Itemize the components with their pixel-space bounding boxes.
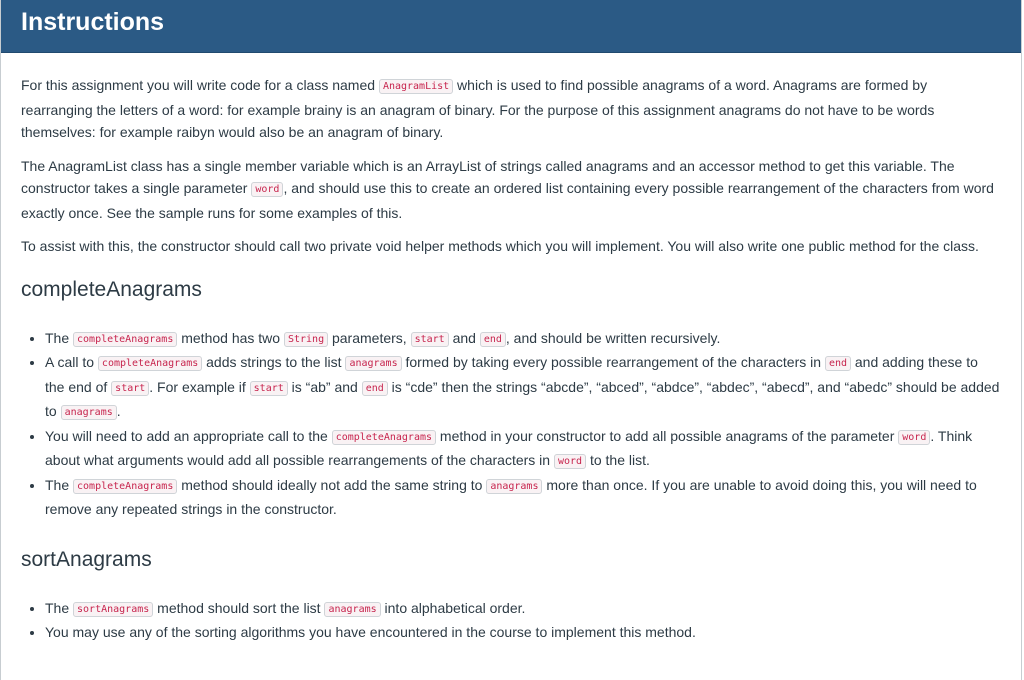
inline-code: String: [284, 332, 328, 347]
inline-code: end: [825, 356, 851, 371]
sort-anagrams-list: [21, 597, 1001, 644]
inline-code: completeAnagrams: [73, 332, 177, 347]
inline-code: start: [111, 381, 149, 396]
inline-code: end: [362, 381, 388, 396]
inline-code: completeAnagrams: [332, 430, 436, 445]
inline-code: anagrams: [486, 479, 542, 494]
inline-code: AnagramList: [379, 79, 453, 94]
panel-header: [1, 0, 1021, 53]
inline-code: word: [251, 182, 283, 197]
inline-code: completeAnagrams: [98, 356, 202, 371]
section-heading-complete-anagrams: completeAnagrams: [21, 277, 202, 301]
inline-code: start: [250, 381, 288, 396]
complete-anagrams-list: [21, 327, 1001, 521]
inline-code: anagrams: [324, 602, 380, 617]
intro-paragraph-3: To assist with this, the constructor should call two private void helper methods which you will implement. You will also write one public method for the class.: [21, 238, 979, 254]
list-item: • The sortAnagrams method should sort the list anagrams into alphabetical order.: [45, 597, 1001, 622]
intro-paragraph-1: For this assignment you will write code for a class named AnagramList which is used to find possible anagrams of a word. Anagrams are formed by rearranging the letters of a word: for example brainy is an anagram of binary. For the purpose of this assignment anagrams do not have to be words themselves: for example raibyn would also be an anagram of binary.: [21, 77, 935, 140]
inline-code: word: [554, 454, 586, 469]
inline-code: end: [480, 332, 506, 347]
inline-code: completeAnagrams: [73, 479, 177, 494]
inline-code: word: [898, 430, 930, 445]
instructions-content: [1, 53, 1021, 644]
inline-code: anagrams: [345, 356, 401, 371]
inline-code: sortAnagrams: [73, 602, 153, 617]
page-title: Instructions: [21, 8, 165, 36]
intro-paragraph-2: The AnagramList class has a single member variable which is an ArrayList of strings called anagrams and an accessor method to get this variable. The constructor takes a single parameter word , and should use this to create an ordered list containing every possible rearrangement of the characters from word exactly once. See the sample runs for some examples of this.: [21, 157, 994, 221]
list-item: • You may use any of the sorting algorithms you have encountered in the course to implement this method.: [45, 621, 1001, 644]
list-item: • You will need to add an appropriate call to the completeAnagrams method in your constructor to add all possible anagrams of the parameter word . Think about what arguments would add all possible rearrangements of the characters in word to the list.: [45, 425, 1001, 474]
inline-code: start: [411, 332, 449, 347]
list-item: • The completeAnagrams method should ideally not add the same string to anagrams more than once. If you are unable to avoid doing this, you will need to remove any repeated strings in the constructor.: [45, 474, 1001, 521]
list-item: • The completeAnagrams method has two String parameters, start and end , and should be written recursively.: [45, 327, 1001, 352]
list-item: • A call to completeAnagrams adds strings to the list anagrams formed by taking every possible rearrangement of the characters in end and adding these to the end of start . For example if start is “ab” and end is “cde” then the strings “abcde”, “abced”, “abdce”, “abdec”, “abecd”, and “abedc” should be added to anagrams .: [45, 351, 1001, 425]
section-heading-sort-anagrams: sortAnagrams: [21, 547, 152, 571]
inline-code: anagrams: [61, 405, 117, 420]
